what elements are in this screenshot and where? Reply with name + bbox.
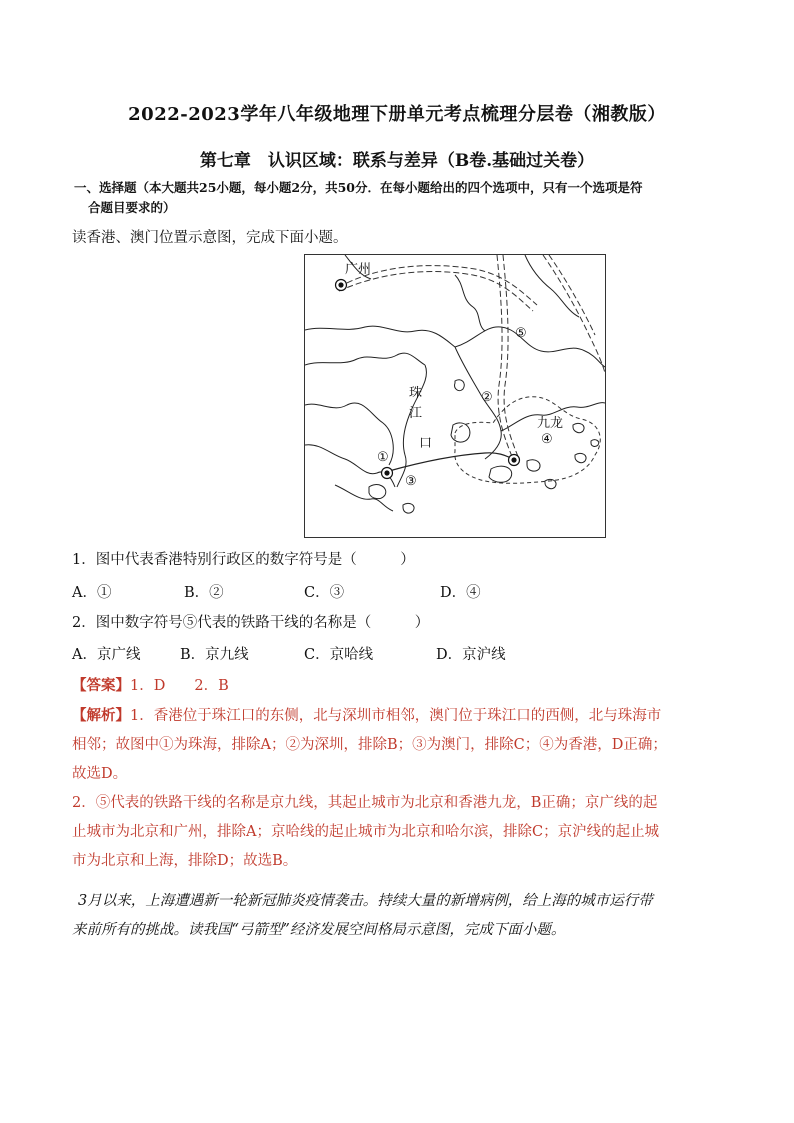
city-marker-guangzhou bbox=[336, 280, 347, 291]
question-2-option-b[interactable]: B．京九线 bbox=[180, 647, 249, 663]
label-number-4: ④ bbox=[541, 432, 553, 447]
island bbox=[591, 440, 599, 447]
chapter-subtitle: 第七章 认识区域：联系与差异（B卷.基础过关卷） bbox=[199, 151, 595, 171]
coastline-east bbox=[455, 327, 605, 367]
label-number-2: ② bbox=[481, 390, 493, 405]
label-jiang: 江 bbox=[409, 406, 423, 421]
explanation-block bbox=[72, 701, 732, 876]
label-kou: 口 bbox=[419, 436, 433, 451]
answer-label: 【答案】 bbox=[72, 677, 130, 694]
explanation-p2-l3: 市为北京和上海，排除D；故选B。 bbox=[72, 853, 298, 869]
explanation-line1 bbox=[72, 701, 732, 731]
explanation-p1-l2: 相邻；故图中①为珠海，排除A；②为深圳，排除B；③为澳门，排除C；④为香港，D正确； bbox=[72, 737, 667, 753]
question-2-option-a[interactable]: A．京广线 bbox=[72, 647, 141, 663]
island bbox=[455, 380, 465, 391]
question-2-stem: 2．图中数字符号⑤代表的铁路干线的名称是（ ） bbox=[72, 615, 430, 631]
section-heading-line2: 合题目要求的） bbox=[88, 200, 176, 215]
next-intro-l1: 3月以来，上海遭遇新一轮新冠肺炎疫情袭击。持续大量的新增病例，给上海的城市运行带 bbox=[78, 893, 653, 909]
label-jiulong: 九龙 bbox=[537, 416, 564, 431]
label-number-3: ③ bbox=[405, 474, 417, 489]
section-heading bbox=[74, 178, 734, 218]
question-2-option-d[interactable]: D．京沪线 bbox=[436, 647, 506, 663]
island bbox=[527, 460, 540, 471]
next-intro-l2: 来前所有的挑战。读我国“弓箭型”经济发展空间格局示意图，完成下面小题。 bbox=[72, 922, 566, 938]
label-number-1: ① bbox=[377, 450, 389, 465]
question-1-option-d[interactable]: D．④ bbox=[440, 585, 481, 601]
label-zhu: 珠 bbox=[409, 386, 423, 401]
question-1-option-b[interactable]: B．② bbox=[184, 585, 224, 601]
island bbox=[575, 453, 586, 462]
city-marker-macau bbox=[382, 468, 393, 479]
railway-5 bbox=[497, 255, 513, 459]
explanation-label: 【解析】 bbox=[72, 707, 130, 724]
estuary-west-shore bbox=[397, 365, 426, 487]
island bbox=[403, 503, 414, 513]
answer-text: 1．D 2．B bbox=[130, 678, 229, 694]
river-line bbox=[305, 353, 425, 365]
question-1-option-a[interactable]: A．① bbox=[72, 585, 112, 601]
explanation-p2-l1: 2．⑤代表的铁路干线的名称是京九线，其起止城市为北京和香港九龙，B正确；京广线的起 bbox=[72, 795, 658, 811]
question-1-option-c[interactable]: C．③ bbox=[304, 585, 345, 601]
island bbox=[489, 466, 512, 482]
answer-line bbox=[72, 674, 229, 695]
hk-boundary-dashed bbox=[455, 397, 600, 484]
island bbox=[369, 485, 386, 499]
river-north bbox=[455, 275, 485, 331]
question-1-stem: 1．图中代表香港特别行政区的数字符号是（ ） bbox=[72, 552, 415, 568]
island bbox=[451, 423, 470, 442]
railway-northeast-2 bbox=[549, 255, 595, 335]
coastline-southwest bbox=[335, 485, 393, 511]
next-question-intro bbox=[72, 887, 732, 945]
hk-macau-location-map bbox=[304, 254, 606, 538]
bridge-line bbox=[389, 453, 513, 471]
section-heading-line1: 一、选择题（本大题共25小题，每小题2分，共50分．在每小题给出的四个选项中，只有一个选项是符 bbox=[74, 180, 643, 195]
island bbox=[573, 423, 584, 432]
map-intro-text: 读香港、澳门位置示意图，完成下面小题。 bbox=[72, 230, 348, 246]
explanation-p1-l1: 1．香港位于珠江口的东侧，北与深圳市相邻，澳门位于珠江口的西侧，北与珠海市 bbox=[130, 708, 662, 724]
label-guangzhou: 广州 bbox=[345, 262, 372, 277]
explanation-p1-l3: 故选D。 bbox=[72, 766, 128, 782]
river-line bbox=[305, 326, 455, 347]
explanation-p2-l2: 止城市为北京和广州，排除A；京哈线的起止城市为北京和哈尔滨，排除C；京沪线的起止城 bbox=[72, 824, 660, 840]
city-marker-kowloon bbox=[509, 455, 520, 466]
river-northeast bbox=[525, 255, 579, 317]
label-number-5: ⑤ bbox=[515, 326, 527, 341]
map-drawing bbox=[305, 255, 605, 537]
document-title: 2022-2023学年八年级地理下册单元考点梳理分层卷（湘教版） bbox=[128, 104, 666, 125]
question-2-option-c[interactable]: C．京哈线 bbox=[304, 647, 374, 663]
